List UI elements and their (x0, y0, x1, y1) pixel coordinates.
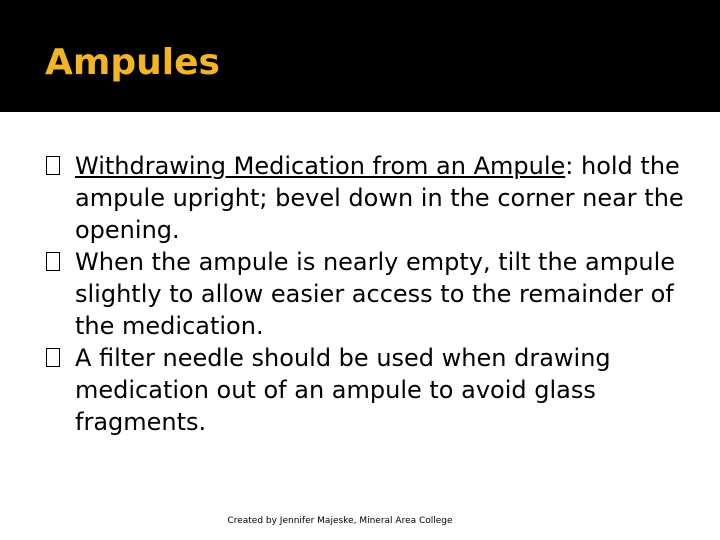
bullet-box-icon (46, 156, 60, 175)
bullet-item (44, 150, 684, 246)
bullet-text: hold the ampule upright; bevel down in the corner near the opening. (75, 152, 684, 244)
slide-title: Ampules (45, 42, 220, 83)
bullet-text: When the ampule is nearly empty, tilt the ampule slightly to allow easier access to the remainder of the medication. (75, 248, 676, 340)
bullet-text: A filter needle should be used when drawing medication out of an ampule to avoid glass fragments. (75, 344, 611, 436)
bullet-box-icon (46, 348, 60, 367)
bullet-item (44, 342, 684, 438)
bullet-item (44, 246, 684, 342)
bullet-lead-suffix: : (565, 152, 574, 180)
bullet-list (44, 150, 684, 438)
title-band (0, 0, 720, 112)
bullet-lead: Withdrawing Medication from an Ampule (75, 152, 566, 180)
slide-footer: Created by Jennifer Majeske, Mineral Area College (227, 516, 453, 526)
bullet-box-icon (46, 252, 60, 271)
